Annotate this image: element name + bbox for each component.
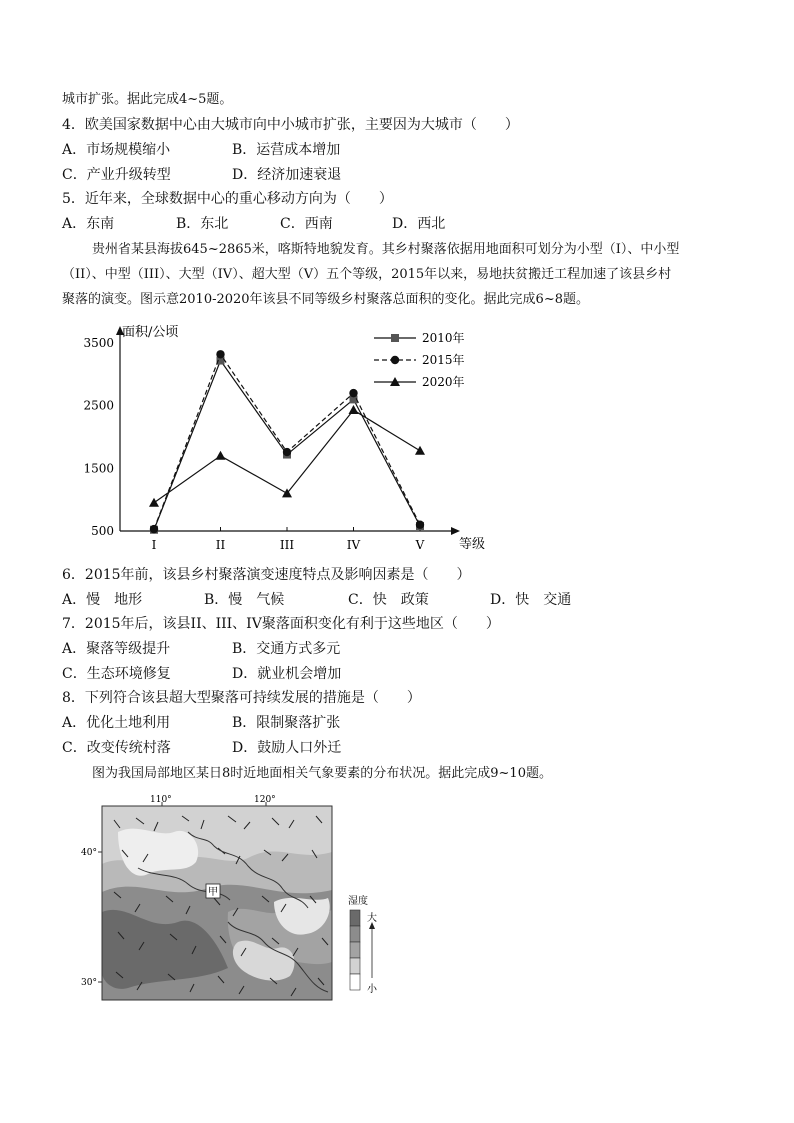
question-7-stem: 7．2015年后，该县II、III、IV聚落面积变化有利于这些地区（ ） [62,616,500,632]
passage-6-8-line2: （II）、中型（III）、大型（IV）、超大型（V）五个等级，2015年以来，易地扶贫搬迁工程加速了该县乡村 [62,267,672,282]
question-4-options [62,140,742,160]
question-6-stem: 6．2015年前，该县乡村聚落演变速度特点及影响因素是（ ） [62,567,471,583]
q8-option-d[interactable]: D．鼓励人口外迁 [232,740,342,756]
x-tick-label: I [151,538,157,552]
q8-option-c[interactable]: C．改变传统村落 [62,740,171,756]
legend-label-1: 2015年 [422,353,465,367]
q6-option-d[interactable]: D．快 交通 [490,592,572,608]
q6-option-a[interactable]: A．慢 地形 [62,592,143,608]
series-1-point [416,521,424,529]
settlement-area-chart [62,318,502,558]
x-axis-label: 等级 [459,537,486,552]
passage-9-10: 图为我国局部地区某日8时近地面相关气象要素的分布状况。据此完成9~10题。 [92,766,552,781]
q7-option-d[interactable]: D．就业机会增加 [232,666,342,682]
q5-option-d[interactable]: D．西北 [392,216,446,232]
humidity-legend [348,894,378,995]
series-1-point [349,389,357,397]
x-tick-label: IV [346,538,361,552]
series-2-point [216,451,226,460]
legend-label-2: 2020年 [422,375,465,389]
lon-label-110: 110° [150,795,172,805]
chart-legend [374,330,465,389]
passage-6-8-line1: 贵州省某县海拔645~2865米，喀斯特地貌发育。其乡村聚落依据用地面积可划分为小型（I）、中小型 [92,242,680,257]
x-tick-label: V [415,538,425,552]
q5-option-c[interactable]: C．西南 [280,216,333,232]
humidity-shading [102,806,332,1000]
q5-option-b[interactable]: B．东北 [176,216,229,232]
q8-option-b[interactable]: B．限制聚落扩张 [232,715,341,731]
passage-6-8-line3: 聚落的演变。图示意2010-2020年该县不同等级乡村聚落总面积的变化。据此完成6~8题。 [62,292,589,307]
question-7-options-row2 [62,664,742,684]
series-1-point [216,350,224,358]
y-tick-label: 3500 [83,336,114,350]
q6-option-c[interactable]: C．快 政策 [348,592,429,608]
lat-label-30: 30° [81,978,97,988]
q7-option-c[interactable]: C．生态环境修复 [62,666,171,682]
question-8-stem: 8．下列符合该县超大型聚落可持续发展的措施是（ ） [62,690,421,706]
question-8-options [62,713,742,733]
q4-option-d[interactable]: D．经济加速衰退 [232,167,342,183]
q4-option-a[interactable]: A．市场规模缩小 [62,142,171,158]
series-2-point [149,498,159,507]
x-tick-label: II [215,538,226,552]
question-4-options-row2 [62,165,742,185]
q7-option-b[interactable]: B．交通方式多元 [232,641,341,657]
intro-continuation: 城市扩张。据此完成4~5题。 [62,92,233,107]
y-tick-label: 500 [91,524,114,538]
series-1-point [283,448,291,456]
series-line-1 [154,354,420,529]
question-4-stem: 4．欧美国家数据中心由大城市向中小城市扩张，主要因为大城市（ ） [62,117,519,133]
lat-label-40: 40° [81,848,97,858]
question-5-stem: 5．近年来，全球数据中心的重心移动方向为（ ） [62,191,393,207]
question-7-options [62,639,742,659]
question-6-options [62,590,742,610]
lon-label-120: 120° [254,795,276,805]
q6-option-b[interactable]: B．慢 气候 [204,592,285,608]
y-axis-label: 面积/公顷 [122,325,179,340]
q4-option-c[interactable]: C．产业升级转型 [62,167,171,183]
y-tick-label: 1500 [83,461,114,476]
y-tick-label: 2500 [83,398,114,413]
x-tick-label: III [279,538,295,552]
place-label-jia: 甲 [208,887,218,898]
q4-option-b[interactable]: B．运营成本增加 [232,142,341,158]
q7-option-a[interactable]: A．聚落等级提升 [62,641,171,657]
x-axis-arrow [451,527,460,535]
series-1-point [150,525,158,533]
legend-title: 湿度 [348,896,368,907]
legend-label-0: 2010年 [422,331,465,345]
q5-option-a[interactable]: A．东南 [62,216,115,232]
legend-high: 大 [367,913,377,924]
legend-marker-0 [391,334,399,342]
legend-low: 小 [367,984,377,995]
humidity-wind-map [78,792,398,1022]
series-2-point [415,446,425,455]
question-5-options [62,214,742,234]
chart-series [149,350,425,534]
y-ticks [83,336,114,538]
q8-option-a[interactable]: A．优化土地利用 [62,715,171,731]
question-8-options-row2 [62,738,742,758]
legend-marker-1 [391,356,399,364]
